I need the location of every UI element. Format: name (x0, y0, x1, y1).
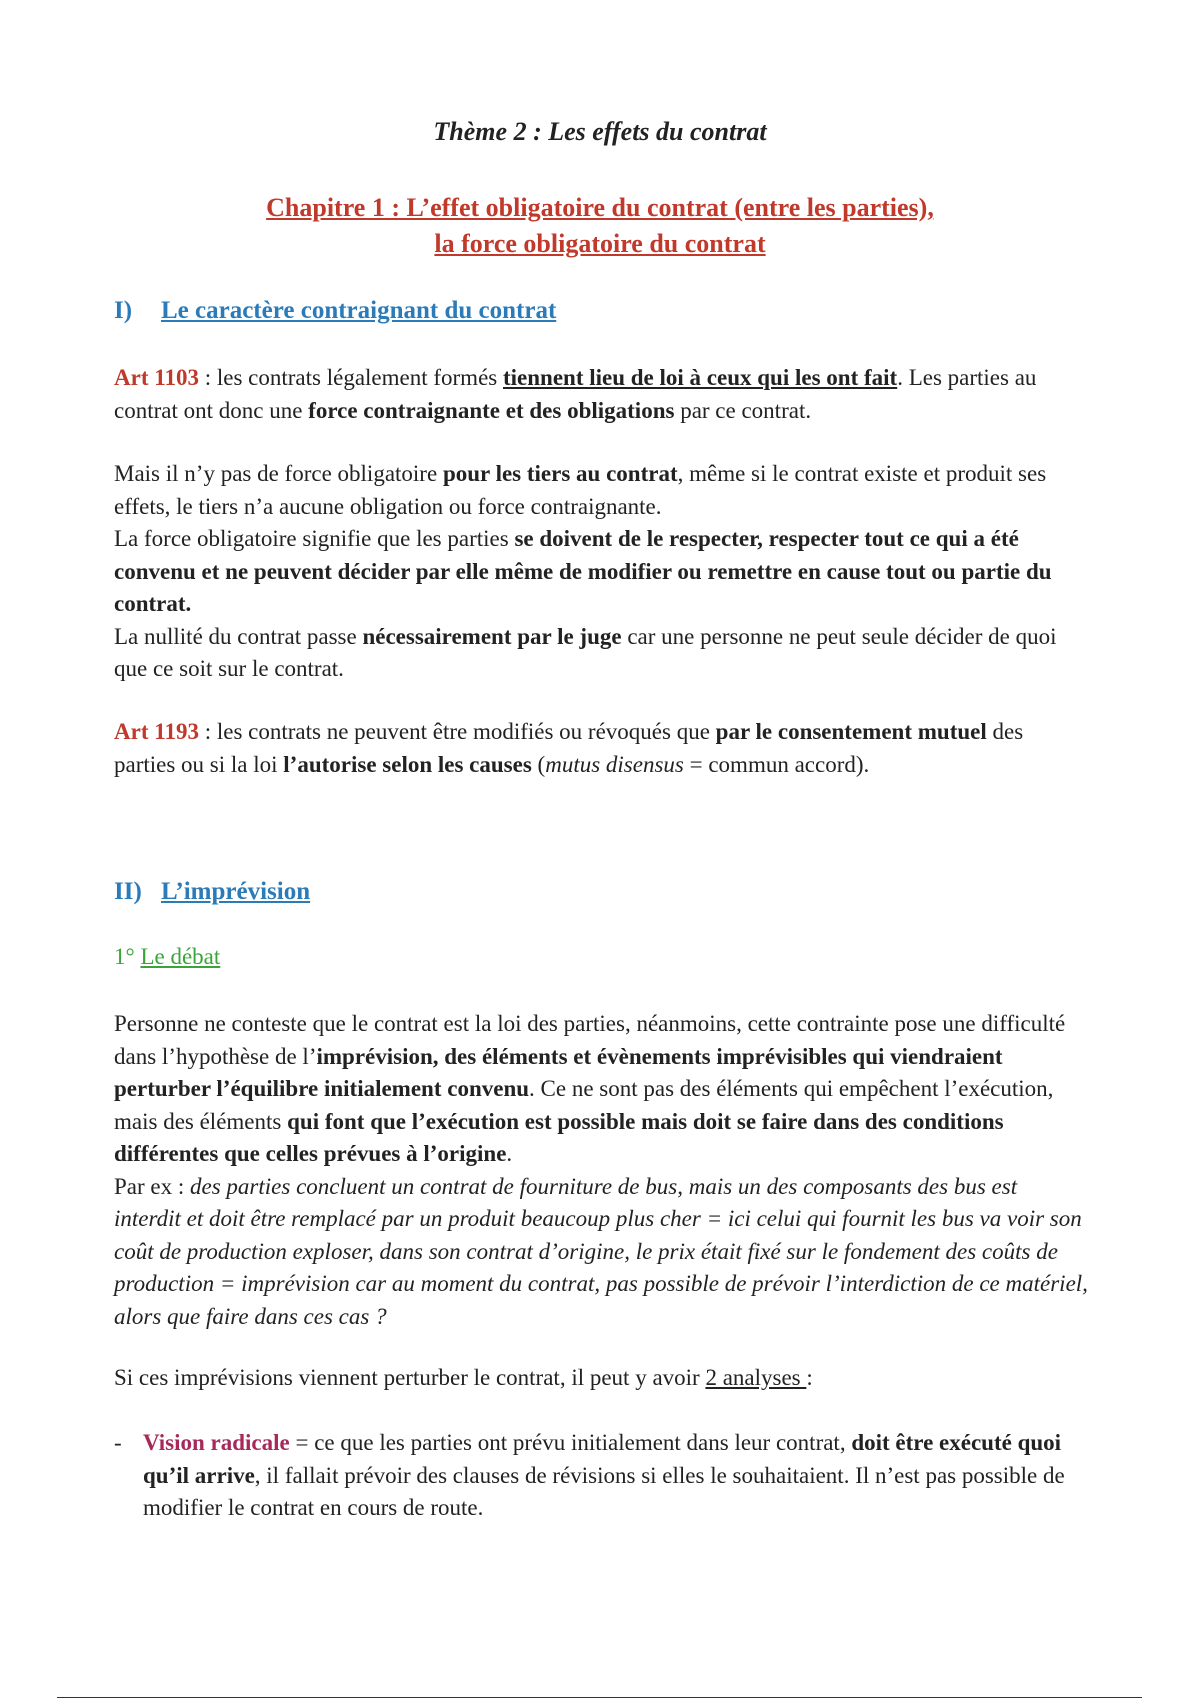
page-bottom-rule (57, 1697, 1142, 1698)
article-ref: Art 1103 (114, 365, 199, 390)
section-2-title: L’imprévision (161, 878, 311, 905)
paragraph-art-1193: Art 1193 : les contrats ne peuvent être modifiés ou révoqués que par le consentement mutuel des parties ou si la loi l’autorise selon les causes (mutus disensus = commun accord). (114, 719, 1024, 777)
chapter-title-line2: la force obligatoire du contrat (434, 229, 766, 258)
chapter-title-line1: Chapitre 1 : L’effet obligatoire du contrat (entre les parties), (266, 193, 934, 222)
section-2-number: II) (114, 878, 142, 905)
paragraph-imprevision-debate: Personne ne conteste que le contrat est la loi des parties, néanmoins, cette contrainte pose une difficulté dans l’hypothèse de l’imprévision, des éléments et évènements imprévisibles qui viendraient perturber l’équilibre initialement convenu. Ce ne sont pas des éléments qui empêchent l’exécution, mais des éléments qui font que l’exécution est possible mais doit se faire dans des conditions différentes que celles prévues à l’origine. Par ex : des parties concluent un contrat de fourniture de bus, mais un des composants des bus est interdit et doit être remplacé par un produit beaucoup plus cher = ici celui qui fournit les bus va voir son coût de production exploser, dans son contrat d’origine, le prix était fixé sur le fondement des coûts de production = imprévision car au moment du contrat, pas possible de prévoir l’interdiction de ce matériel, alors que faire dans ces cas ? (114, 1011, 1088, 1329)
section-1-title: Le caractère contraignant du contrat (161, 297, 557, 324)
paragraph-force-obligatoire: Mais il n’y pas de force obligatoire pour les tiers au contrat, même si le contrat existe et produit ses effets, le tiers n’a aucune obligation ou force contraignante. La force obligatoire signifie que les parties se doivent de le respecter, respecter tout ce qui a été convenu et ne peuvent décider par elle même de modifier ou remettre en cause tout ou partie du contrat. La nullité du contrat passe nécessairement par le juge car une personne ne peut seule décider de quoi que ce soit sur le contrat. (114, 461, 1057, 681)
chapter-title (0, 190, 1200, 262)
subsection-1-title: Le débat (140, 944, 221, 969)
theme-title: Thème 2 : Les effets du contrat (433, 117, 767, 146)
subsection-1-number: 1° (114, 944, 135, 969)
section-2-heading (114, 878, 310, 906)
bullet-dash: - (114, 1430, 122, 1455)
section-1-heading (114, 297, 556, 325)
paragraph-two-analyses: Si ces imprévisions viennent perturber le contrat, il peut y avoir 2 analyses : (114, 1365, 813, 1390)
article-ref: Art 1193 (114, 719, 199, 744)
section-1-number: I) (114, 297, 133, 324)
list-item-text: Vision radicale = ce que les parties ont prévu initialement dans leur contrat, doit être exécuté quoi qu’il arrive, il fallait prévoir des clauses de révisions si elles le souhaitaient. Il n’est pas possible de modifier le contrat en cours de route. (143, 1430, 1065, 1520)
subsection-1-heading (114, 944, 220, 970)
paragraph-art-1103: Art 1103 : les contrats légalement formés tiennent lieu de loi à ceux qui les ont fait. Les parties au contrat ont donc une force contraignante et des obligations par ce contrat. (114, 365, 1037, 423)
vision-radicale-label: Vision radicale (143, 1430, 290, 1455)
